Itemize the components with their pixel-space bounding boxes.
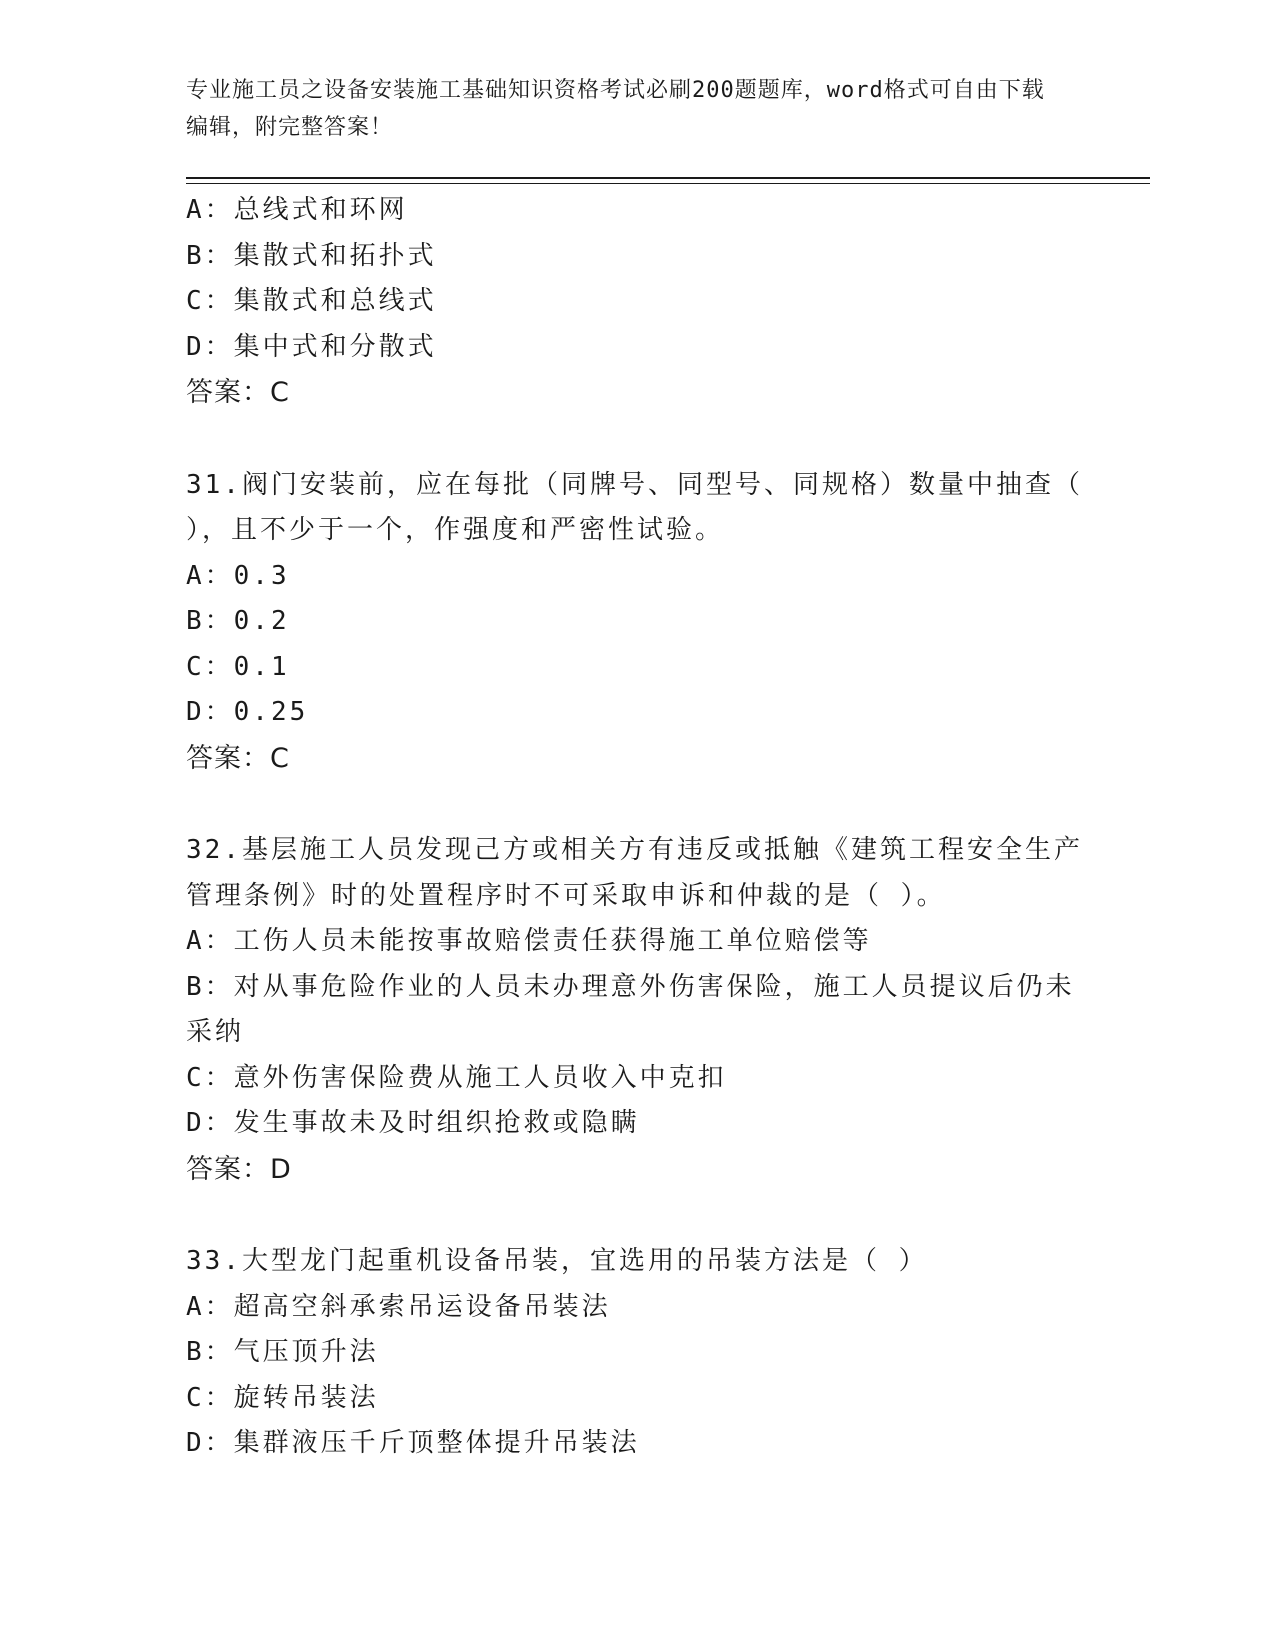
option-a: A：总线式和环网	[186, 195, 408, 225]
question-stem: 管理条例》时的处置程序时不可采取申诉和仲裁的是（ ）。	[186, 880, 946, 911]
question-block	[186, 828, 1086, 1192]
question-block	[186, 463, 1086, 782]
question-block	[186, 188, 1086, 416]
question-stem: 33.大型龙门起重机设备吊装，宜选用的吊装方法是（ ）	[186, 1246, 928, 1276]
option-b: B：对从事危险作业的人员未办理意外伤害保险，施工人员提议后仍未	[186, 971, 1075, 1002]
option-d: D：0.25	[186, 697, 309, 727]
option-b-continued: 采纳	[186, 1017, 245, 1047]
answer-line: 答案：C	[186, 742, 290, 774]
option-d: D：发生事故未及时组织抢救或隐瞒	[186, 1108, 640, 1138]
option-d: D：集群液压千斤顶整体提升吊装法	[186, 1428, 640, 1458]
answer-line: 答案：D	[186, 1153, 292, 1185]
page-title: 专业施工员之设备安装施工基础知识资格考试必刷200题题库，word格式可自由下载编辑，附完整答案！	[186, 78, 1045, 140]
option-b: B：气压顶升法	[186, 1337, 379, 1367]
option-b: B：集散式和拓扑式	[186, 240, 437, 271]
option-a: A：超高空斜承索吊运设备吊装法	[186, 1291, 611, 1322]
question-list	[186, 188, 1086, 1467]
option-c: C：集散式和总线式	[186, 286, 437, 316]
question-stem: 31.阀门安装前，应在每批（同牌号、同型号、同规格）数量中抽查（	[186, 469, 1083, 500]
option-b: B：0.2	[186, 606, 290, 636]
option-d: D：集中式和分散式	[186, 331, 437, 362]
option-c: C：0.1	[186, 651, 290, 682]
option-a: A：工伤人员未能按事故赔偿责任获得施工单位赔偿等	[186, 926, 872, 956]
option-c: C：意外伤害保险费从施工人员收入中克扣	[186, 1062, 727, 1093]
header-divider-thin	[186, 183, 1150, 184]
question-stem: 32.基层施工人员发现己方或相关方有违反或抵触《建筑工程安全生产	[186, 835, 1083, 865]
question-stem: ），且不少于一个，作强度和严密性试验。	[186, 515, 725, 545]
option-c: C：旋转吊装法	[186, 1382, 379, 1413]
header-divider	[186, 177, 1150, 179]
answer-line: 答案：C	[186, 377, 290, 408]
option-a: A：0.3	[186, 560, 290, 591]
question-block	[186, 1239, 1086, 1467]
